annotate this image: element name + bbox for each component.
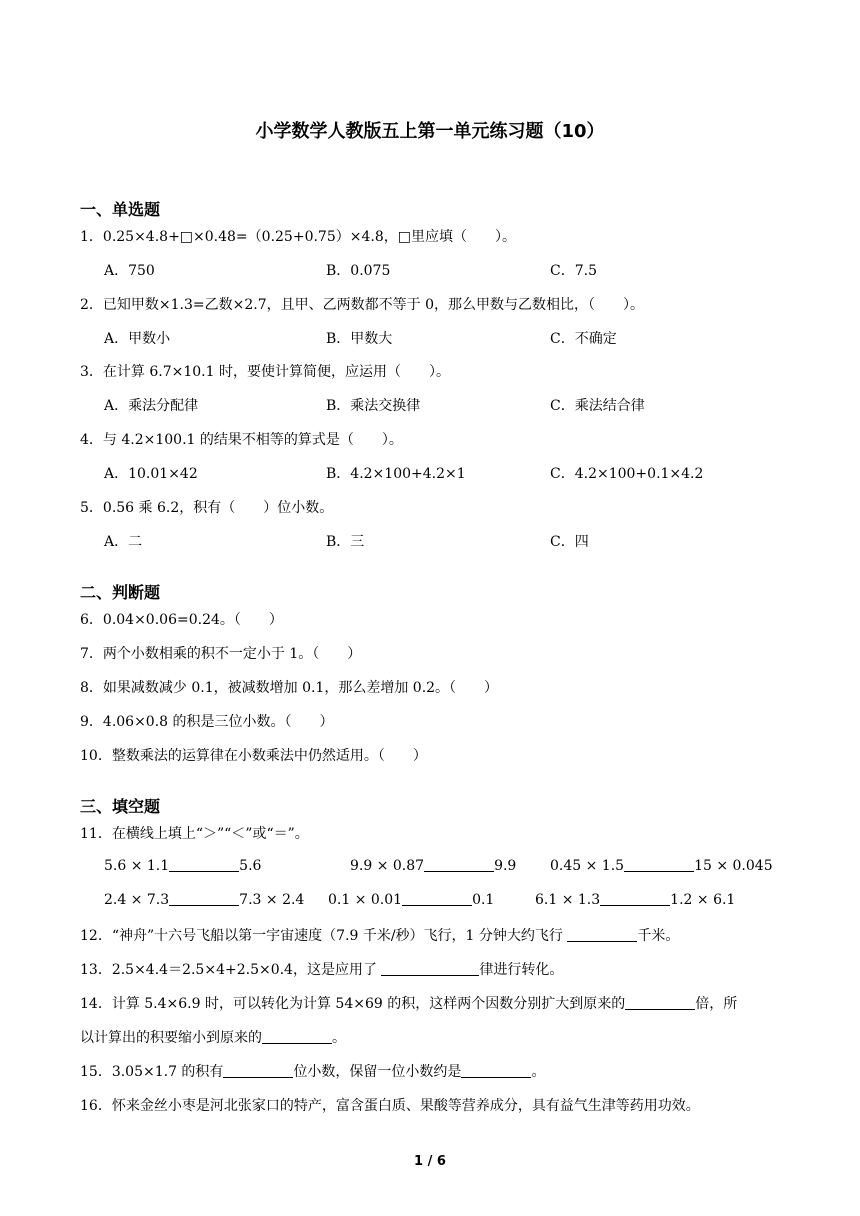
q5-option-b: B．三 (326, 534, 365, 550)
page-number: 1 / 6 (414, 1154, 446, 1169)
section-heading-true-false: 二、判断题 (80, 583, 161, 602)
question-10: 10．整数乘法的运算律在小数乘法中仍然适用。（ ） (80, 748, 427, 764)
question-8: 8．如果减数减少 0.1，被减数增加 0.1，那么差增加 0.2。（ ） (80, 680, 499, 696)
q14-text: 14．计算 5.4×6.9 时，可以转化为计算 54×69 的积，这样两个因数分别扩大到原来的 (80, 996, 626, 1012)
answer-blank[interactable] (625, 995, 695, 1010)
q1-option-b: B．0.075 (326, 263, 391, 279)
answer-blank[interactable] (424, 857, 494, 872)
answer-blank[interactable] (402, 891, 472, 906)
compare-right: 5.6 (239, 858, 262, 874)
compare-left: 0.45 × 1.5 (550, 858, 625, 874)
q3-option-a: A．乘法分配律 (104, 398, 199, 414)
compare-item (104, 857, 261, 874)
q14-text-end: 。 (332, 1030, 346, 1046)
compare-item (350, 857, 516, 874)
q12-text-end: 千米。 (637, 928, 680, 944)
section-heading-single-choice: 一、单选题 (80, 200, 161, 219)
question-12 (80, 925, 679, 945)
q4-option-c: C．4.2×100+0.1×4.2 (550, 466, 704, 482)
q15-text-mid: 位小数，保留一位小数约是 (293, 1064, 462, 1080)
question-15 (80, 1061, 545, 1081)
q13-text: 13．2.5×4.4＝2.5×4+2.5×0.4，这是应用了 (80, 962, 382, 978)
question-2: 2．已知甲数×1.3=乙数×2.7，且甲、乙两数都不等于 0，那么甲数与乙数相比，（ ）。 (80, 297, 644, 313)
q1-option-c: C．7.5 (550, 263, 597, 279)
q5-option-a: A．二 (104, 534, 143, 550)
compare-right: 1.2 × 6.1 (670, 892, 736, 908)
q13-text-end: 律进行转化。 (479, 962, 564, 978)
q2-option-b: B．甲数大 (326, 331, 393, 347)
question-9: 9．4.06×0.8 的积是三位小数。（ ） (80, 714, 334, 730)
question-7: 7．两个小数相乘的积不一定小于 1。（ ） (80, 646, 362, 662)
question-14 (80, 993, 737, 1013)
question-4: 4．与 4.2×100.1 的结果不相等的算式是（ ）。 (80, 432, 403, 448)
question-5: 5．0.56 乘 6.2，积有（ ）位小数。 (80, 500, 334, 516)
answer-blank[interactable] (262, 1029, 332, 1044)
answer-blank[interactable] (169, 891, 239, 906)
q15-text-end: 。 (531, 1064, 546, 1080)
q1-option-a: A．750 (104, 263, 155, 279)
q2-option-a: A．甲数小 (104, 331, 171, 347)
compare-item (550, 857, 773, 874)
answer-blank[interactable] (169, 857, 239, 872)
compare-right: 7.3 × 2.4 (239, 892, 305, 908)
question-3: 3．在计算 6.7×10.1 时，要使计算简便，应运用（ ）。 (80, 364, 450, 380)
page-title: 小学数学人教版五上第一单元练习题（10） (255, 121, 605, 142)
question-13 (80, 959, 563, 979)
question-14-cont (80, 1027, 346, 1047)
compare-item (104, 891, 304, 908)
q5-option-c: C．四 (550, 534, 589, 550)
section-heading-fill-blank: 三、填空题 (80, 797, 161, 816)
q3-option-b: B．乘法交换律 (326, 398, 421, 414)
q4-option-b: B．4.2×100+4.2×1 (326, 466, 466, 482)
compare-item (535, 891, 735, 908)
q14-text-mid: 倍，所 (695, 996, 738, 1012)
answer-blank[interactable] (624, 857, 694, 872)
answer-blank[interactable] (381, 961, 479, 976)
compare-right: 0.1 (472, 892, 495, 908)
q12-text: 12．“神舟”十六号飞船以第一宇宙速度（7.9 千米/秒）飞行，1 分钟大约飞行 (80, 928, 568, 944)
question-11: 11．在横线上填上“＞”“＜”或“＝”。 (80, 826, 309, 842)
question-1: 1．0.25×4.8+□×0.48=（0.25+0.75）×4.8，□里应填（ ）。 (80, 229, 516, 245)
q4-option-a: A．10.01×42 (104, 466, 198, 482)
compare-left: 9.9 × 0.87 (350, 858, 425, 874)
compare-left: 5.6 × 1.1 (104, 858, 170, 874)
answer-blank[interactable] (567, 927, 637, 942)
answer-blank[interactable] (600, 891, 670, 906)
compare-right: 9.9 (494, 858, 517, 874)
q3-option-c: C．乘法结合律 (550, 398, 645, 414)
compare-item (328, 891, 494, 908)
compare-left: 0.1 × 0.01 (328, 892, 403, 908)
compare-left: 2.4 × 7.3 (104, 892, 170, 908)
q14-text-line2: 以计算出的积要缩小到原来的 (80, 1030, 262, 1046)
question-6: 6．0.04×0.06=0.24。（ ） (80, 612, 283, 628)
compare-right: 15 × 0.045 (694, 858, 773, 874)
answer-blank[interactable] (223, 1063, 293, 1078)
q15-text: 15．3.05×1.7 的积有 (80, 1064, 224, 1080)
q2-option-c: C．不确定 (550, 331, 617, 347)
question-16: 16．怀来金丝小枣是河北张家口的特产，富含蛋白质、果酸等营养成分，具有益气生津等药用功效。 (80, 1098, 700, 1114)
compare-left: 6.1 × 1.3 (535, 892, 601, 908)
answer-blank[interactable] (461, 1063, 531, 1078)
